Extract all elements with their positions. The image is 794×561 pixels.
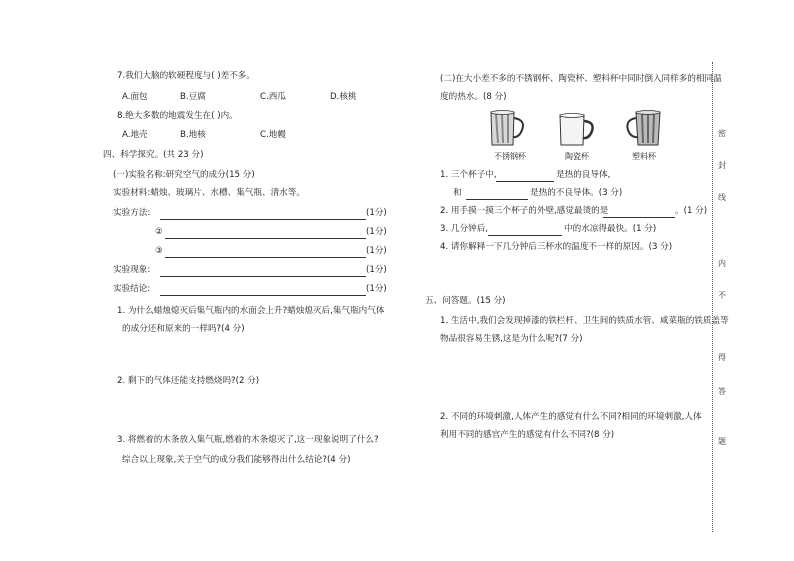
method-score-1: (1分) bbox=[366, 208, 387, 218]
margin-char-7: 答 bbox=[718, 387, 726, 396]
plastic-cup-icon bbox=[624, 110, 664, 148]
r-question-1-part-c: 和 bbox=[453, 188, 462, 198]
section-5-heading: 五、问答题。(15 分) bbox=[425, 296, 506, 306]
margin-char-2: 封 bbox=[718, 161, 726, 170]
answer-question-1-line-2: 物品很容易生锈,这是为什么呢?(7 分) bbox=[440, 334, 583, 344]
answer-question-2-line-2: 利用不同的感官产生的感觉有什么不同?(8 分) bbox=[440, 430, 615, 440]
method-answer-line-1[interactable] bbox=[160, 219, 366, 220]
method-answer-line-3[interactable] bbox=[165, 257, 366, 258]
question-1-line-2: 的成分还和原来的一样吗?(4 分) bbox=[122, 324, 245, 334]
experiment-2-line-2: 度的热水。(8 分) bbox=[440, 92, 507, 102]
q8-option-c: C.地幔 bbox=[260, 130, 286, 140]
method-answer-line-2[interactable] bbox=[165, 238, 366, 239]
step-3-marker: ③ bbox=[155, 246, 163, 256]
answer-question-1-line-1: 1. 生活中,我们会发现掉漆的铁栏杆、卫生间的铁质水管、咸菜瓶的铁质盖等 bbox=[440, 316, 729, 326]
conclusion-answer-line[interactable] bbox=[160, 295, 366, 296]
q7: 7.我们大脑的软硬程度与( )差不多。 bbox=[117, 71, 255, 81]
margin-char-4: 内 bbox=[718, 259, 726, 268]
observation-score: (1分) bbox=[366, 265, 387, 275]
margin-char-5: 不 bbox=[718, 291, 726, 300]
binding-line bbox=[712, 62, 713, 532]
question-1-line-1: 1. 为什么蜡烛熄灭后集气瓶内的水面会上升?蜡烛熄灭后,集气瓶内气体 bbox=[117, 306, 385, 316]
r-question-3-blank[interactable] bbox=[488, 235, 562, 236]
q8-option-b: B.地核 bbox=[180, 130, 206, 140]
r-question-1-part-b: 是热的良导体, bbox=[556, 170, 611, 180]
margin-char-3: 线 bbox=[718, 193, 726, 202]
r-question-1-part-a: 1. 三个杯子中, bbox=[440, 170, 497, 180]
cup-label-plastic: 塑料杯 bbox=[632, 152, 656, 161]
q7-option-b: B.豆腐 bbox=[180, 92, 206, 102]
answer-question-2-line-1: 2. 不同的环境刺激,人体产生的感觉有什么不同?相同的环境刺激,人体 bbox=[440, 412, 702, 422]
question-2: 2. 剩下的气体还能支持燃烧吗?(2 分) bbox=[117, 376, 260, 386]
conclusion-score: (1分) bbox=[366, 284, 387, 294]
question-3-line-1: 3. 将燃着的木条放入集气瓶,燃着的木条熄灭了,这一现象说明了什么? bbox=[117, 435, 379, 445]
cup-label-ceramic: 陶瓷杯 bbox=[565, 152, 589, 161]
r-question-4: 4. 请你解释一下几分钟后三杯水的温度不一样的原因。(3 分) bbox=[440, 242, 673, 252]
r-question-2-part-b: 。(1 分) bbox=[675, 206, 708, 216]
method-label: 实验方法: bbox=[113, 208, 151, 218]
q8-option-a: A.地壳 bbox=[122, 130, 148, 140]
r-question-2-part-a: 2. 用手摸一摸三个杯子的外壁,感觉最烫的是 bbox=[440, 206, 609, 216]
experiment-1-name: (一)实验名称:研究空气的成分(15 分) bbox=[113, 170, 255, 180]
q8: 8.绝大多数的地震发生在( )内。 bbox=[117, 111, 238, 121]
experiment-2-line-1: (二)在大小差不多的不锈钢杯、陶瓷杯、塑料杯中同时倒入同样多的相同温 bbox=[440, 74, 722, 84]
r-question-3-part-a: 3. 几分钟后, bbox=[440, 224, 489, 234]
q7-option-a: A.面包 bbox=[122, 92, 148, 102]
r-question-1-part-d: 是热的不良导体。(3 分) bbox=[530, 188, 623, 198]
stainless-cup-icon bbox=[488, 110, 528, 148]
q7-option-c: C.西瓜 bbox=[260, 92, 286, 102]
section-4-heading: 四、科学探究。(共 23 分) bbox=[103, 150, 204, 160]
question-3-line-2: 综合以上现象,关于空气的成分我们能够得出什么结论?(4 分) bbox=[122, 455, 351, 465]
cup-label-stainless: 不锈钢杯 bbox=[494, 152, 526, 161]
margin-char-6: 得 bbox=[718, 353, 726, 362]
observation-answer-line[interactable] bbox=[160, 276, 366, 277]
method-score-2: (1分) bbox=[366, 227, 387, 237]
observation-label: 实验现象: bbox=[113, 265, 151, 275]
q7-option-d: D.核桃 bbox=[330, 92, 357, 102]
step-2-marker: ② bbox=[155, 227, 163, 237]
r-question-1-blank-1[interactable] bbox=[496, 181, 554, 182]
method-score-3: (1分) bbox=[366, 246, 387, 256]
r-question-1-blank-2[interactable] bbox=[466, 199, 528, 200]
ceramic-cup-icon bbox=[556, 112, 596, 148]
conclusion-label: 实验结论: bbox=[113, 284, 151, 294]
margin-char-1: 密 bbox=[718, 129, 726, 138]
r-question-2-blank[interactable] bbox=[603, 217, 675, 218]
r-question-3-part-b: 中的水凉得最快。(1 分) bbox=[564, 224, 657, 234]
experiment-materials: 实验材料:蜡烛、玻璃片、水槽、集气瓶、清水等。 bbox=[113, 188, 305, 198]
margin-char-8: 题 bbox=[718, 437, 726, 446]
